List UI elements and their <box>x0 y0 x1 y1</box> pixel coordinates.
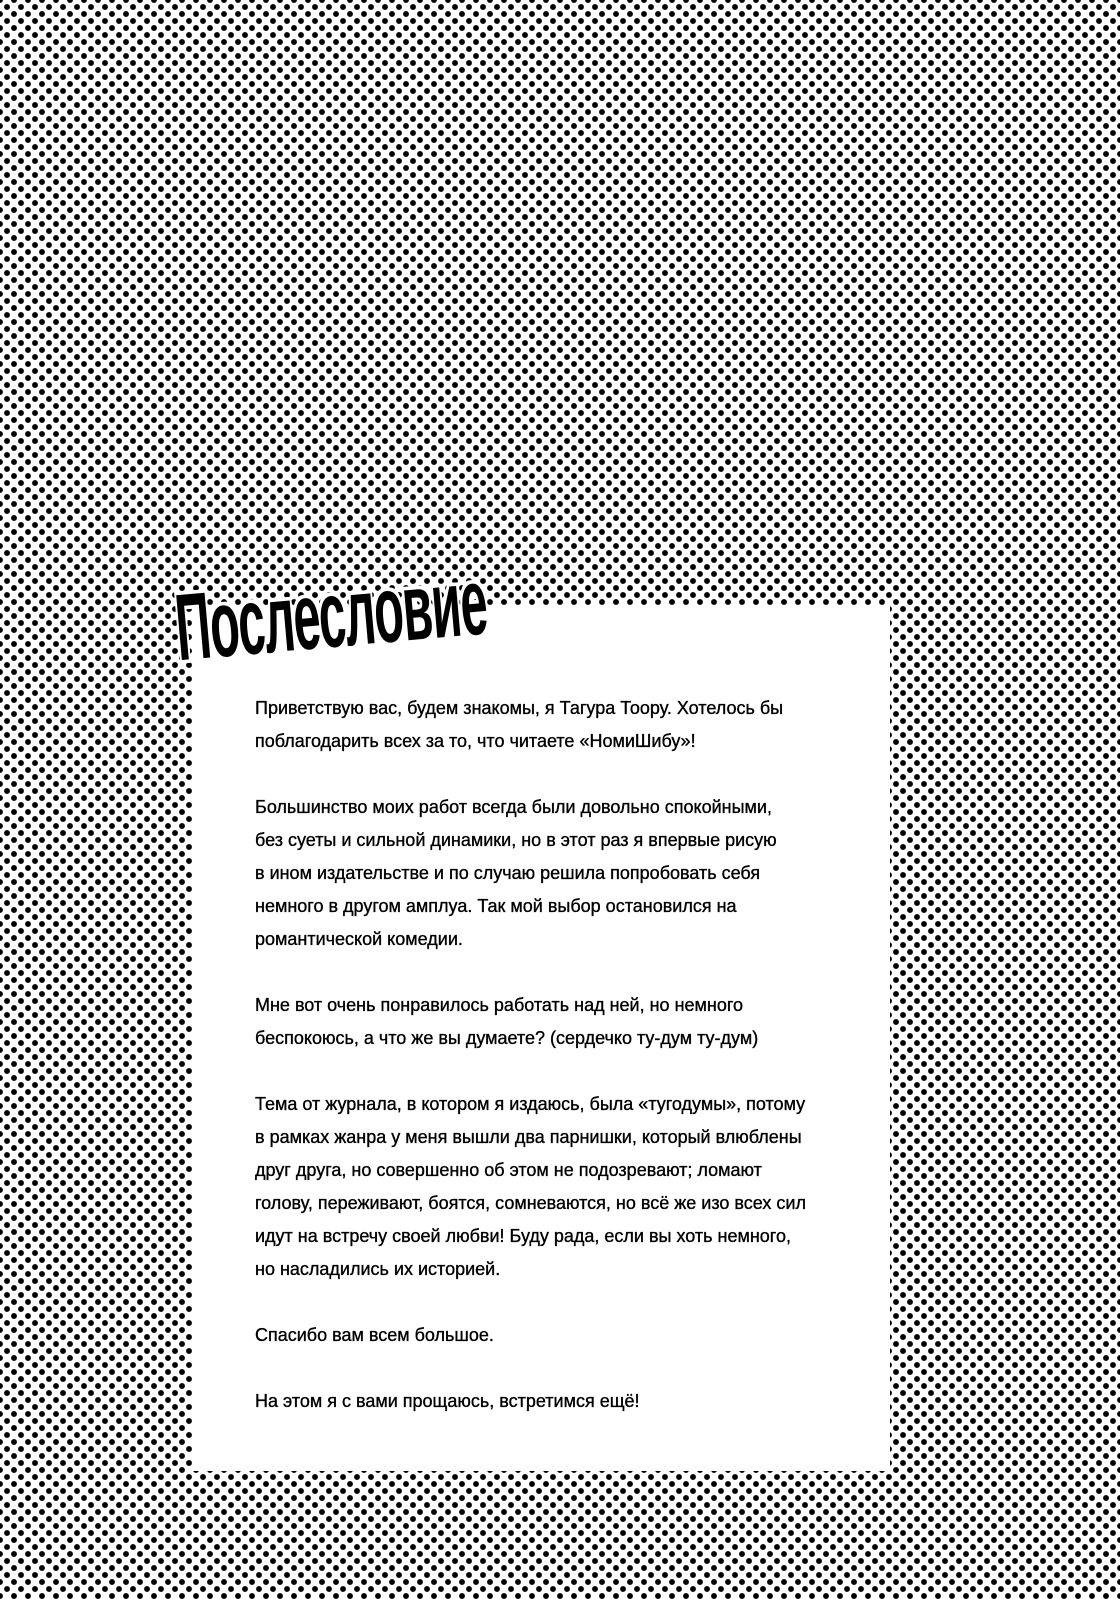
text-line: Мне вот очень понравилось работать над ней, но немного <box>255 995 744 1015</box>
text-line: без суеты и сильной динамики, но в этот раз я впервые рисую <box>255 830 777 850</box>
text-line: романтической комедии. <box>255 929 463 949</box>
text-line: Большинство моих работ всегда были довольно спокойными, <box>255 797 772 817</box>
text-line: но насладились их историей. <box>255 1259 501 1279</box>
text-line: Тема от журнала, в котором я издаюсь, была «тугодумы», потому <box>255 1094 806 1114</box>
text-line: в ином издательстве и по случаю решила попробовать себя <box>255 863 761 883</box>
text-line: На этом я с вами прощаюсь, встретимся ещё! <box>255 1391 640 1411</box>
paragraph <box>255 1088 875 1286</box>
text-line: беспокоюсь, а что же вы думаете? (сердечко ту-дум ту-дум) <box>255 1028 759 1048</box>
paragraph <box>255 989 875 1055</box>
text-line: идут на встречу своей любви! Буду рада, если вы хоть немного, <box>255 1226 791 1246</box>
afterword-text <box>255 692 875 1451</box>
paragraph <box>255 1319 875 1352</box>
text-line: поблагодарить всех за то, что читаете «НомиШибу»! <box>255 731 696 751</box>
paragraph <box>255 791 875 956</box>
paragraph <box>255 1385 875 1418</box>
text-line: друг друга, но совершенно об этом не подозревают; ломают <box>255 1160 762 1180</box>
paragraph <box>255 692 875 758</box>
text-line: Приветствую вас, будем знакомы, я Тагура Тоору. Хотелось бы <box>255 698 784 718</box>
page-title: Послесловие <box>171 549 491 682</box>
text-line: немного в другом амплуа. Так мой выбор остановился на <box>255 896 737 916</box>
text-line: в рамках жанра у меня вышли два парнишки, который влюблены <box>255 1127 802 1147</box>
text-line: голову, переживают, боятся, сомневаются, но всё же изо всех сил <box>255 1193 806 1213</box>
text-line: Спасибо вам всем большое. <box>255 1325 494 1345</box>
